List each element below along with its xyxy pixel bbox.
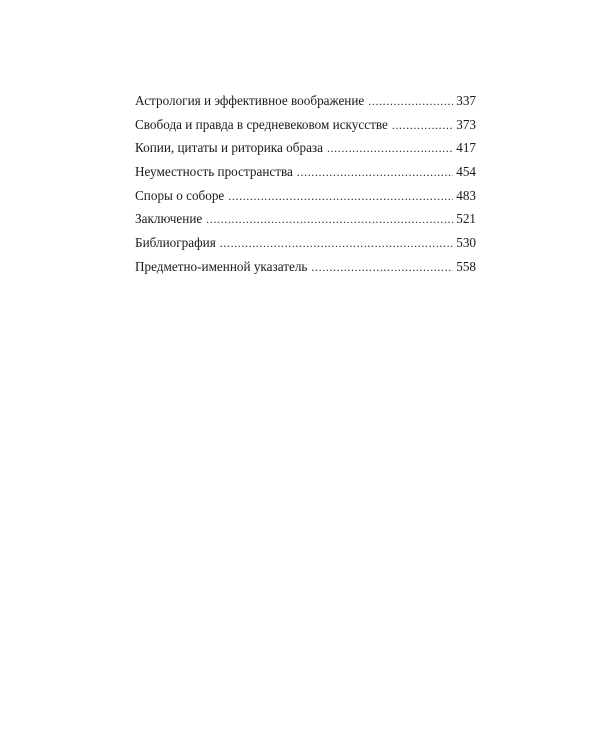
toc-entry-page: 521 [456, 211, 476, 227]
toc-entry-title: Библиография [135, 235, 216, 251]
toc-entry-title: Предметно-именной указатель [135, 258, 308, 274]
dot-leader [297, 161, 453, 185]
toc-entry [135, 207, 476, 231]
table-of-contents [135, 89, 476, 279]
toc-entry [135, 89, 476, 113]
dot-leader [327, 137, 453, 161]
toc-entry-title: Неуместность пространства [135, 164, 293, 180]
toc-entry-page: 530 [456, 235, 476, 251]
dot-leader [220, 232, 453, 256]
toc-entry-title: Астрология и эффективное воображение [135, 93, 365, 108]
toc-entry-page: 337 [456, 93, 476, 108]
dot-leader [311, 256, 453, 280]
toc-entry-page: 373 [456, 116, 476, 132]
toc-entry-title: Свобода и правда в средневековом искусстве [135, 116, 388, 132]
toc-entry-title: Споры о соборе [135, 187, 225, 203]
toc-entry-page: 483 [456, 187, 476, 203]
toc-entry-page: 558 [456, 258, 476, 274]
toc-entry-page: 454 [456, 164, 476, 180]
toc-entry-page: 417 [456, 140, 476, 156]
toc-entry-title: Заключение [135, 211, 203, 227]
dot-leader [206, 208, 453, 232]
toc-entry [135, 136, 476, 160]
dot-leader [368, 90, 453, 114]
dot-leader [392, 114, 453, 138]
toc-entry-title: Копии, цитаты и риторика образа [135, 140, 323, 156]
toc-entry [135, 160, 476, 184]
toc-entry [135, 231, 476, 255]
toc-entry [135, 113, 476, 137]
toc-entry [135, 255, 476, 279]
dot-leader [228, 185, 453, 209]
toc-entry [135, 184, 476, 208]
